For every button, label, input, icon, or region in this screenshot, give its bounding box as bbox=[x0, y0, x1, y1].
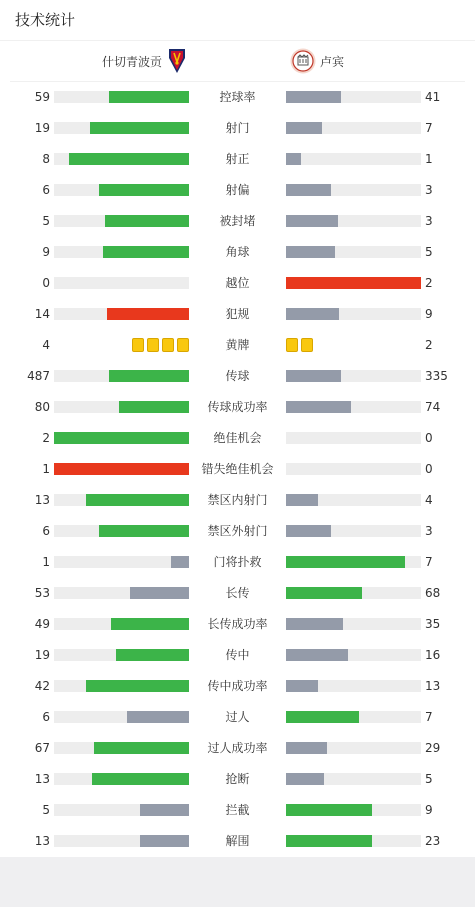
home-bar-fill bbox=[54, 463, 189, 475]
away-value: 16 bbox=[425, 648, 441, 662]
home-bar-track bbox=[54, 773, 189, 785]
away-bar-fill bbox=[286, 370, 341, 382]
teams-header bbox=[0, 41, 475, 81]
home-bar-track bbox=[54, 835, 189, 847]
stat-row bbox=[0, 330, 475, 361]
home-bar-track bbox=[54, 463, 189, 475]
away-bar-track bbox=[286, 680, 421, 692]
home-bar-fill bbox=[140, 835, 189, 847]
yellow-card-icon bbox=[147, 338, 159, 352]
away-bar-track bbox=[286, 184, 421, 196]
stat-row bbox=[0, 392, 475, 423]
home-bar-fill bbox=[109, 91, 189, 103]
yellow-card-icon bbox=[301, 338, 313, 352]
home-bar-track bbox=[54, 246, 189, 258]
stat-row bbox=[0, 640, 475, 671]
away-bar-fill bbox=[286, 742, 327, 754]
away-bar-track bbox=[286, 494, 421, 506]
home-bar-track bbox=[54, 432, 189, 444]
home-bar-track bbox=[54, 525, 189, 537]
stat-label: 射门 bbox=[225, 121, 250, 135]
stat-label: 拦截 bbox=[225, 803, 250, 817]
away-team-crest-icon bbox=[290, 48, 316, 74]
home-bar-fill bbox=[109, 370, 189, 382]
away-bar-fill bbox=[286, 804, 372, 816]
away-bar-fill bbox=[286, 122, 322, 134]
away-bar-track bbox=[286, 835, 421, 847]
home-bar-track bbox=[54, 742, 189, 754]
home-value: 14 bbox=[34, 307, 50, 321]
stat-row bbox=[0, 299, 475, 330]
away-bar-fill bbox=[286, 680, 318, 692]
away-value: 5 bbox=[425, 245, 433, 259]
stat-label: 被封堵 bbox=[219, 214, 256, 228]
home-bar-track bbox=[54, 277, 189, 289]
away-bar-track bbox=[286, 804, 421, 816]
home-value: 6 bbox=[42, 183, 50, 197]
away-bar-fill bbox=[286, 308, 339, 320]
home-value: 80 bbox=[34, 400, 50, 414]
away-value: 0 bbox=[425, 462, 433, 476]
away-bar-track bbox=[286, 618, 421, 630]
away-value: 2 bbox=[425, 276, 433, 290]
stat-label: 长传 bbox=[225, 586, 250, 600]
stats-list bbox=[0, 82, 475, 857]
home-value: 42 bbox=[34, 679, 50, 693]
home-bar-fill bbox=[92, 773, 189, 785]
stat-row bbox=[0, 609, 475, 640]
away-value: 2 bbox=[425, 338, 433, 352]
home-bar-track bbox=[54, 587, 189, 599]
away-bar-fill bbox=[286, 711, 359, 723]
stat-label: 解围 bbox=[225, 834, 250, 848]
home-value: 5 bbox=[42, 803, 50, 817]
home-bar-fill bbox=[111, 618, 189, 630]
away-bar-track bbox=[286, 308, 421, 320]
home-bar-fill bbox=[107, 308, 189, 320]
away-bar-track bbox=[286, 246, 421, 258]
away-bar-track bbox=[286, 153, 421, 165]
stat-label: 射偏 bbox=[225, 183, 250, 197]
away-value: 41 bbox=[425, 90, 441, 104]
away-value: 13 bbox=[425, 679, 441, 693]
away-value: 3 bbox=[425, 183, 433, 197]
yellow-card-icon bbox=[177, 338, 189, 352]
away-bar-track bbox=[286, 401, 421, 413]
home-bar-fill bbox=[86, 680, 189, 692]
home-bar-fill bbox=[90, 122, 189, 134]
yellow-card-icon bbox=[132, 338, 144, 352]
home-bar-fill bbox=[171, 556, 189, 568]
away-value: 1 bbox=[425, 152, 433, 166]
away-team-name: 卢宾 bbox=[320, 55, 345, 69]
stat-row bbox=[0, 702, 475, 733]
away-bar-track bbox=[286, 432, 421, 444]
away-bar-fill bbox=[286, 153, 301, 165]
home-bar-fill bbox=[54, 432, 189, 444]
stat-label: 传球成功率 bbox=[207, 400, 268, 414]
stat-row bbox=[0, 361, 475, 392]
home-value: 6 bbox=[42, 710, 50, 724]
stat-row bbox=[0, 733, 475, 764]
stat-label: 禁区外射门 bbox=[207, 524, 268, 538]
stat-row bbox=[0, 454, 475, 485]
home-bar-fill bbox=[140, 804, 189, 816]
stat-label: 角球 bbox=[225, 245, 250, 259]
home-bar-track bbox=[54, 401, 189, 413]
away-value: 7 bbox=[425, 710, 433, 724]
away-bar-track bbox=[286, 91, 421, 103]
home-bar-fill bbox=[103, 246, 189, 258]
home-value: 13 bbox=[34, 772, 50, 786]
away-bar-track bbox=[286, 215, 421, 227]
stat-label: 过人成功率 bbox=[207, 741, 268, 755]
away-bar-track bbox=[286, 525, 421, 537]
away-value: 3 bbox=[425, 524, 433, 538]
away-value: 29 bbox=[425, 741, 441, 755]
stat-label: 传中 bbox=[225, 648, 250, 662]
home-bar-track bbox=[54, 680, 189, 692]
away-bar-track bbox=[286, 742, 421, 754]
away-value: 7 bbox=[425, 555, 433, 569]
stat-label: 黄牌 bbox=[225, 338, 250, 352]
stat-label: 传中成功率 bbox=[207, 679, 268, 693]
home-bar-fill bbox=[94, 742, 189, 754]
stat-label: 控球率 bbox=[219, 90, 256, 104]
stat-label: 长传成功率 bbox=[207, 617, 268, 631]
stat-row bbox=[0, 671, 475, 702]
home-bar-fill bbox=[116, 649, 189, 661]
home-team-name: 什切青波贡 bbox=[101, 55, 162, 69]
home-bar-fill bbox=[105, 215, 189, 227]
away-bar-fill bbox=[286, 91, 341, 103]
away-bar-fill bbox=[286, 401, 351, 413]
yellow-card-icon bbox=[162, 338, 174, 352]
home-value: 49 bbox=[34, 617, 50, 631]
stat-label: 射正 bbox=[225, 152, 250, 166]
away-bar-track bbox=[286, 711, 421, 723]
home-value: 19 bbox=[34, 648, 50, 662]
home-value: 9 bbox=[42, 245, 50, 259]
home-bar-track bbox=[54, 370, 189, 382]
stat-row bbox=[0, 144, 475, 175]
away-bar-track bbox=[286, 370, 421, 382]
home-value: 487 bbox=[27, 369, 50, 383]
away-bar-fill bbox=[286, 556, 405, 568]
away-bar-fill bbox=[286, 649, 348, 661]
home-bar-track bbox=[54, 184, 189, 196]
away-value: 5 bbox=[425, 772, 433, 786]
home-bar-track bbox=[54, 91, 189, 103]
away-bar-fill bbox=[286, 618, 343, 630]
stat-label: 绝佳机会 bbox=[213, 431, 262, 445]
home-cards bbox=[132, 338, 189, 352]
away-value: 9 bbox=[425, 803, 433, 817]
home-bar-track bbox=[54, 804, 189, 816]
away-value: 35 bbox=[425, 617, 441, 631]
away-bar-track bbox=[286, 773, 421, 785]
home-bar-fill bbox=[119, 401, 189, 413]
away-cards bbox=[286, 338, 313, 352]
home-bar-fill bbox=[69, 153, 189, 165]
home-value: 1 bbox=[42, 555, 50, 569]
away-bar-fill bbox=[286, 587, 362, 599]
home-bar-track bbox=[54, 649, 189, 661]
away-bar-fill bbox=[286, 835, 372, 847]
home-bar-track bbox=[54, 494, 189, 506]
away-bar-track bbox=[286, 122, 421, 134]
home-value: 2 bbox=[42, 431, 50, 445]
home-bar-track bbox=[54, 308, 189, 320]
stat-label: 越位 bbox=[225, 276, 250, 290]
stat-label: 犯规 bbox=[225, 307, 250, 321]
away-bar-fill bbox=[286, 277, 421, 289]
away-bar-fill bbox=[286, 246, 335, 258]
home-value: 53 bbox=[34, 586, 50, 600]
stat-label: 传球 bbox=[225, 369, 250, 383]
home-value: 0 bbox=[42, 276, 50, 290]
away-value: 68 bbox=[425, 586, 441, 600]
yellow-card-icon bbox=[286, 338, 298, 352]
stat-row bbox=[0, 113, 475, 144]
stat-row bbox=[0, 578, 475, 609]
stat-row bbox=[0, 175, 475, 206]
away-bar-track bbox=[286, 277, 421, 289]
home-value: 8 bbox=[42, 152, 50, 166]
stat-row bbox=[0, 485, 475, 516]
home-bar-track bbox=[54, 215, 189, 227]
stat-label: 门将扑救 bbox=[213, 555, 262, 569]
home-value: 59 bbox=[34, 90, 50, 104]
away-bar-fill bbox=[286, 215, 338, 227]
away-bar-fill bbox=[286, 494, 318, 506]
home-bar-track bbox=[54, 122, 189, 134]
home-bar-fill bbox=[86, 494, 189, 506]
away-value: 74 bbox=[425, 400, 441, 414]
away-value: 4 bbox=[425, 493, 433, 507]
home-bar-track bbox=[54, 711, 189, 723]
away-bar-track bbox=[286, 556, 421, 568]
stat-row bbox=[0, 82, 475, 113]
home-value: 5 bbox=[42, 214, 50, 228]
home-bar-fill bbox=[99, 184, 189, 196]
away-bar-track bbox=[286, 587, 421, 599]
stat-label: 禁区内射门 bbox=[207, 493, 268, 507]
home-value: 19 bbox=[34, 121, 50, 135]
away-value: 23 bbox=[425, 834, 441, 848]
home-value: 13 bbox=[34, 834, 50, 848]
home-bar-track bbox=[54, 153, 189, 165]
home-bar-track bbox=[54, 618, 189, 630]
home-value: 13 bbox=[34, 493, 50, 507]
stat-row bbox=[0, 795, 475, 826]
away-value: 335 bbox=[425, 369, 448, 383]
away-bar-fill bbox=[286, 184, 331, 196]
stat-row bbox=[0, 423, 475, 454]
home-value: 6 bbox=[42, 524, 50, 538]
home-bar-fill bbox=[130, 587, 189, 599]
away-value: 0 bbox=[425, 431, 433, 445]
away-value: 3 bbox=[425, 214, 433, 228]
stat-row bbox=[0, 547, 475, 578]
home-value: 1 bbox=[42, 462, 50, 476]
home-team-crest-icon bbox=[168, 48, 186, 74]
stat-label: 过人 bbox=[225, 710, 250, 724]
away-bar-fill bbox=[286, 525, 331, 537]
stat-row bbox=[0, 206, 475, 237]
away-bar-track bbox=[286, 649, 421, 661]
page-title: 技术统计 bbox=[15, 11, 76, 29]
stat-row bbox=[0, 516, 475, 547]
stat-label: 错失绝佳机会 bbox=[201, 462, 274, 476]
home-bar-fill bbox=[99, 525, 189, 537]
home-value: 4 bbox=[42, 338, 50, 352]
stat-row bbox=[0, 268, 475, 299]
home-value: 67 bbox=[34, 741, 50, 755]
away-value: 7 bbox=[425, 121, 433, 135]
away-bar-track bbox=[286, 463, 421, 475]
stat-row bbox=[0, 237, 475, 268]
away-bar-fill bbox=[286, 773, 324, 785]
home-bar-track bbox=[54, 556, 189, 568]
stat-label: 抢断 bbox=[225, 772, 250, 786]
away-value: 9 bbox=[425, 307, 433, 321]
stat-row bbox=[0, 764, 475, 795]
home-bar-fill bbox=[127, 711, 189, 723]
stat-row bbox=[0, 826, 475, 857]
